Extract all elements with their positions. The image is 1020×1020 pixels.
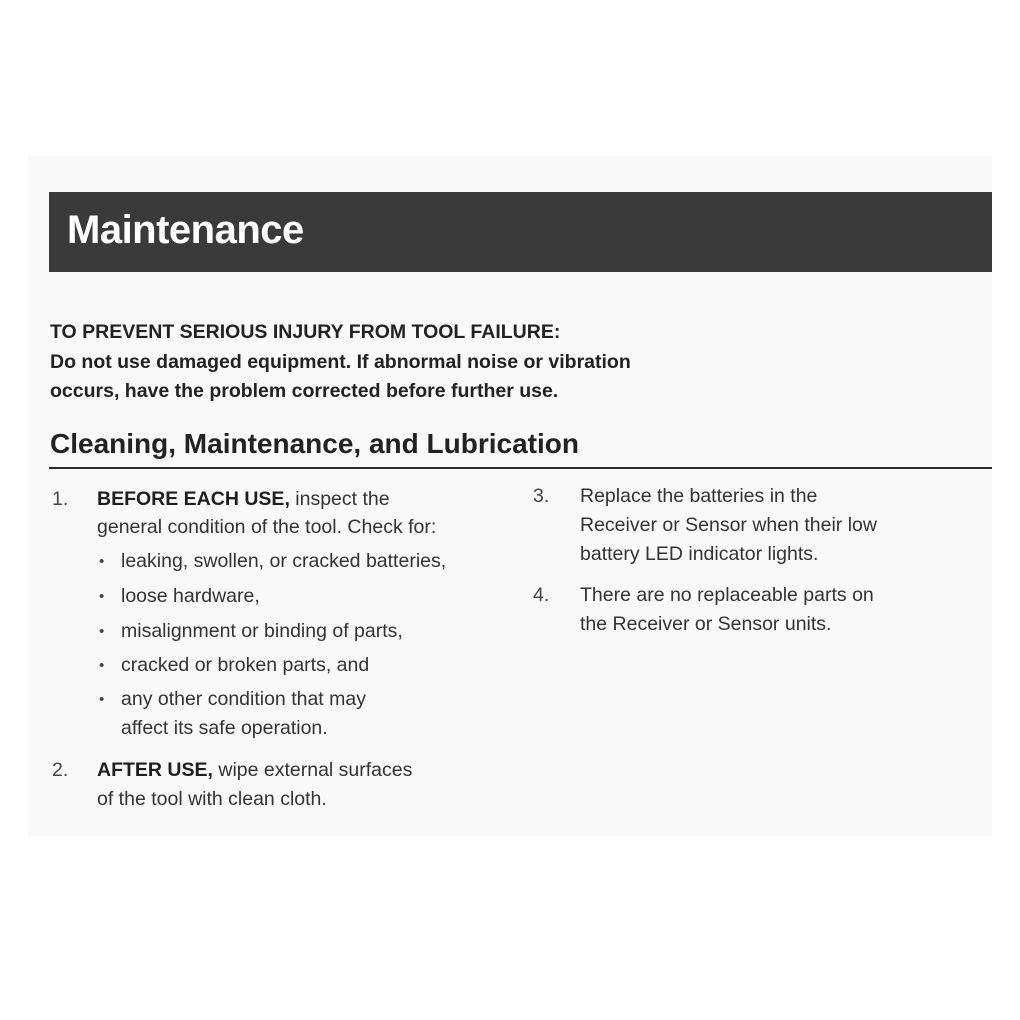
- item-3-line-3: battery LED indicator lights.: [580, 543, 819, 565]
- title-banner: [49, 192, 992, 272]
- safety-warning: [50, 318, 950, 407]
- bullet-item-4: cracked or broken parts, and: [121, 654, 370, 676]
- item-4-line-2: the Receiver or Sensor units.: [580, 613, 832, 635]
- item-3-line-2: Receiver or Sensor when their low: [580, 514, 877, 536]
- bullet-marker: •: [99, 553, 105, 570]
- bullet-item-1: leaking, swollen, or cracked batteries,: [121, 550, 447, 572]
- bullet-marker: •: [99, 657, 105, 674]
- item-1-line-2: general condition of the tool. Check for:: [97, 516, 437, 538]
- item-1-number: 1.: [52, 488, 69, 510]
- item-2-number: 2.: [52, 759, 69, 781]
- bullet-marker: •: [99, 691, 105, 708]
- item-4-number: 4.: [533, 584, 550, 606]
- warning-line-3: occurs, have the problem corrected before further use.: [50, 380, 559, 402]
- bullet-item-3: misalignment or binding of parts,: [121, 620, 403, 642]
- item-2-lead: AFTER USE,: [97, 759, 213, 781]
- section-heading: Cleaning, Maintenance, and Lubrication: [50, 428, 579, 459]
- item-1-text-a: inspect the: [289, 488, 390, 510]
- item-3-number: 3.: [533, 485, 550, 507]
- warning-line-1: TO PREVENT SERIOUS INJURY FROM TOOL FAILURE:: [50, 321, 561, 343]
- section-divider: [49, 467, 992, 469]
- bullet-item-5: any other condition that may: [121, 688, 366, 710]
- item-3-line-1: Replace the batteries in the: [580, 485, 818, 507]
- item-1-lead: BEFORE EACH USE,: [97, 488, 290, 510]
- page-title: Maintenance: [67, 208, 304, 252]
- warning-line-2: Do not use damaged equipment. If abnormal noise or vibration: [50, 350, 631, 373]
- item-1-line-1: [97, 487, 390, 511]
- bullet-marker: •: [99, 623, 105, 640]
- item-2-line-1: [97, 758, 412, 782]
- bullet-item-2: loose hardware,: [121, 585, 260, 607]
- item-4-line-1: There are no replaceable parts on: [580, 584, 874, 606]
- item-2-text-a: wipe external surfaces: [212, 759, 413, 781]
- bullet-item-5-continued: affect its safe operation.: [121, 717, 328, 739]
- bullet-marker: •: [99, 588, 105, 605]
- item-2-line-2: of the tool with clean cloth.: [97, 788, 327, 810]
